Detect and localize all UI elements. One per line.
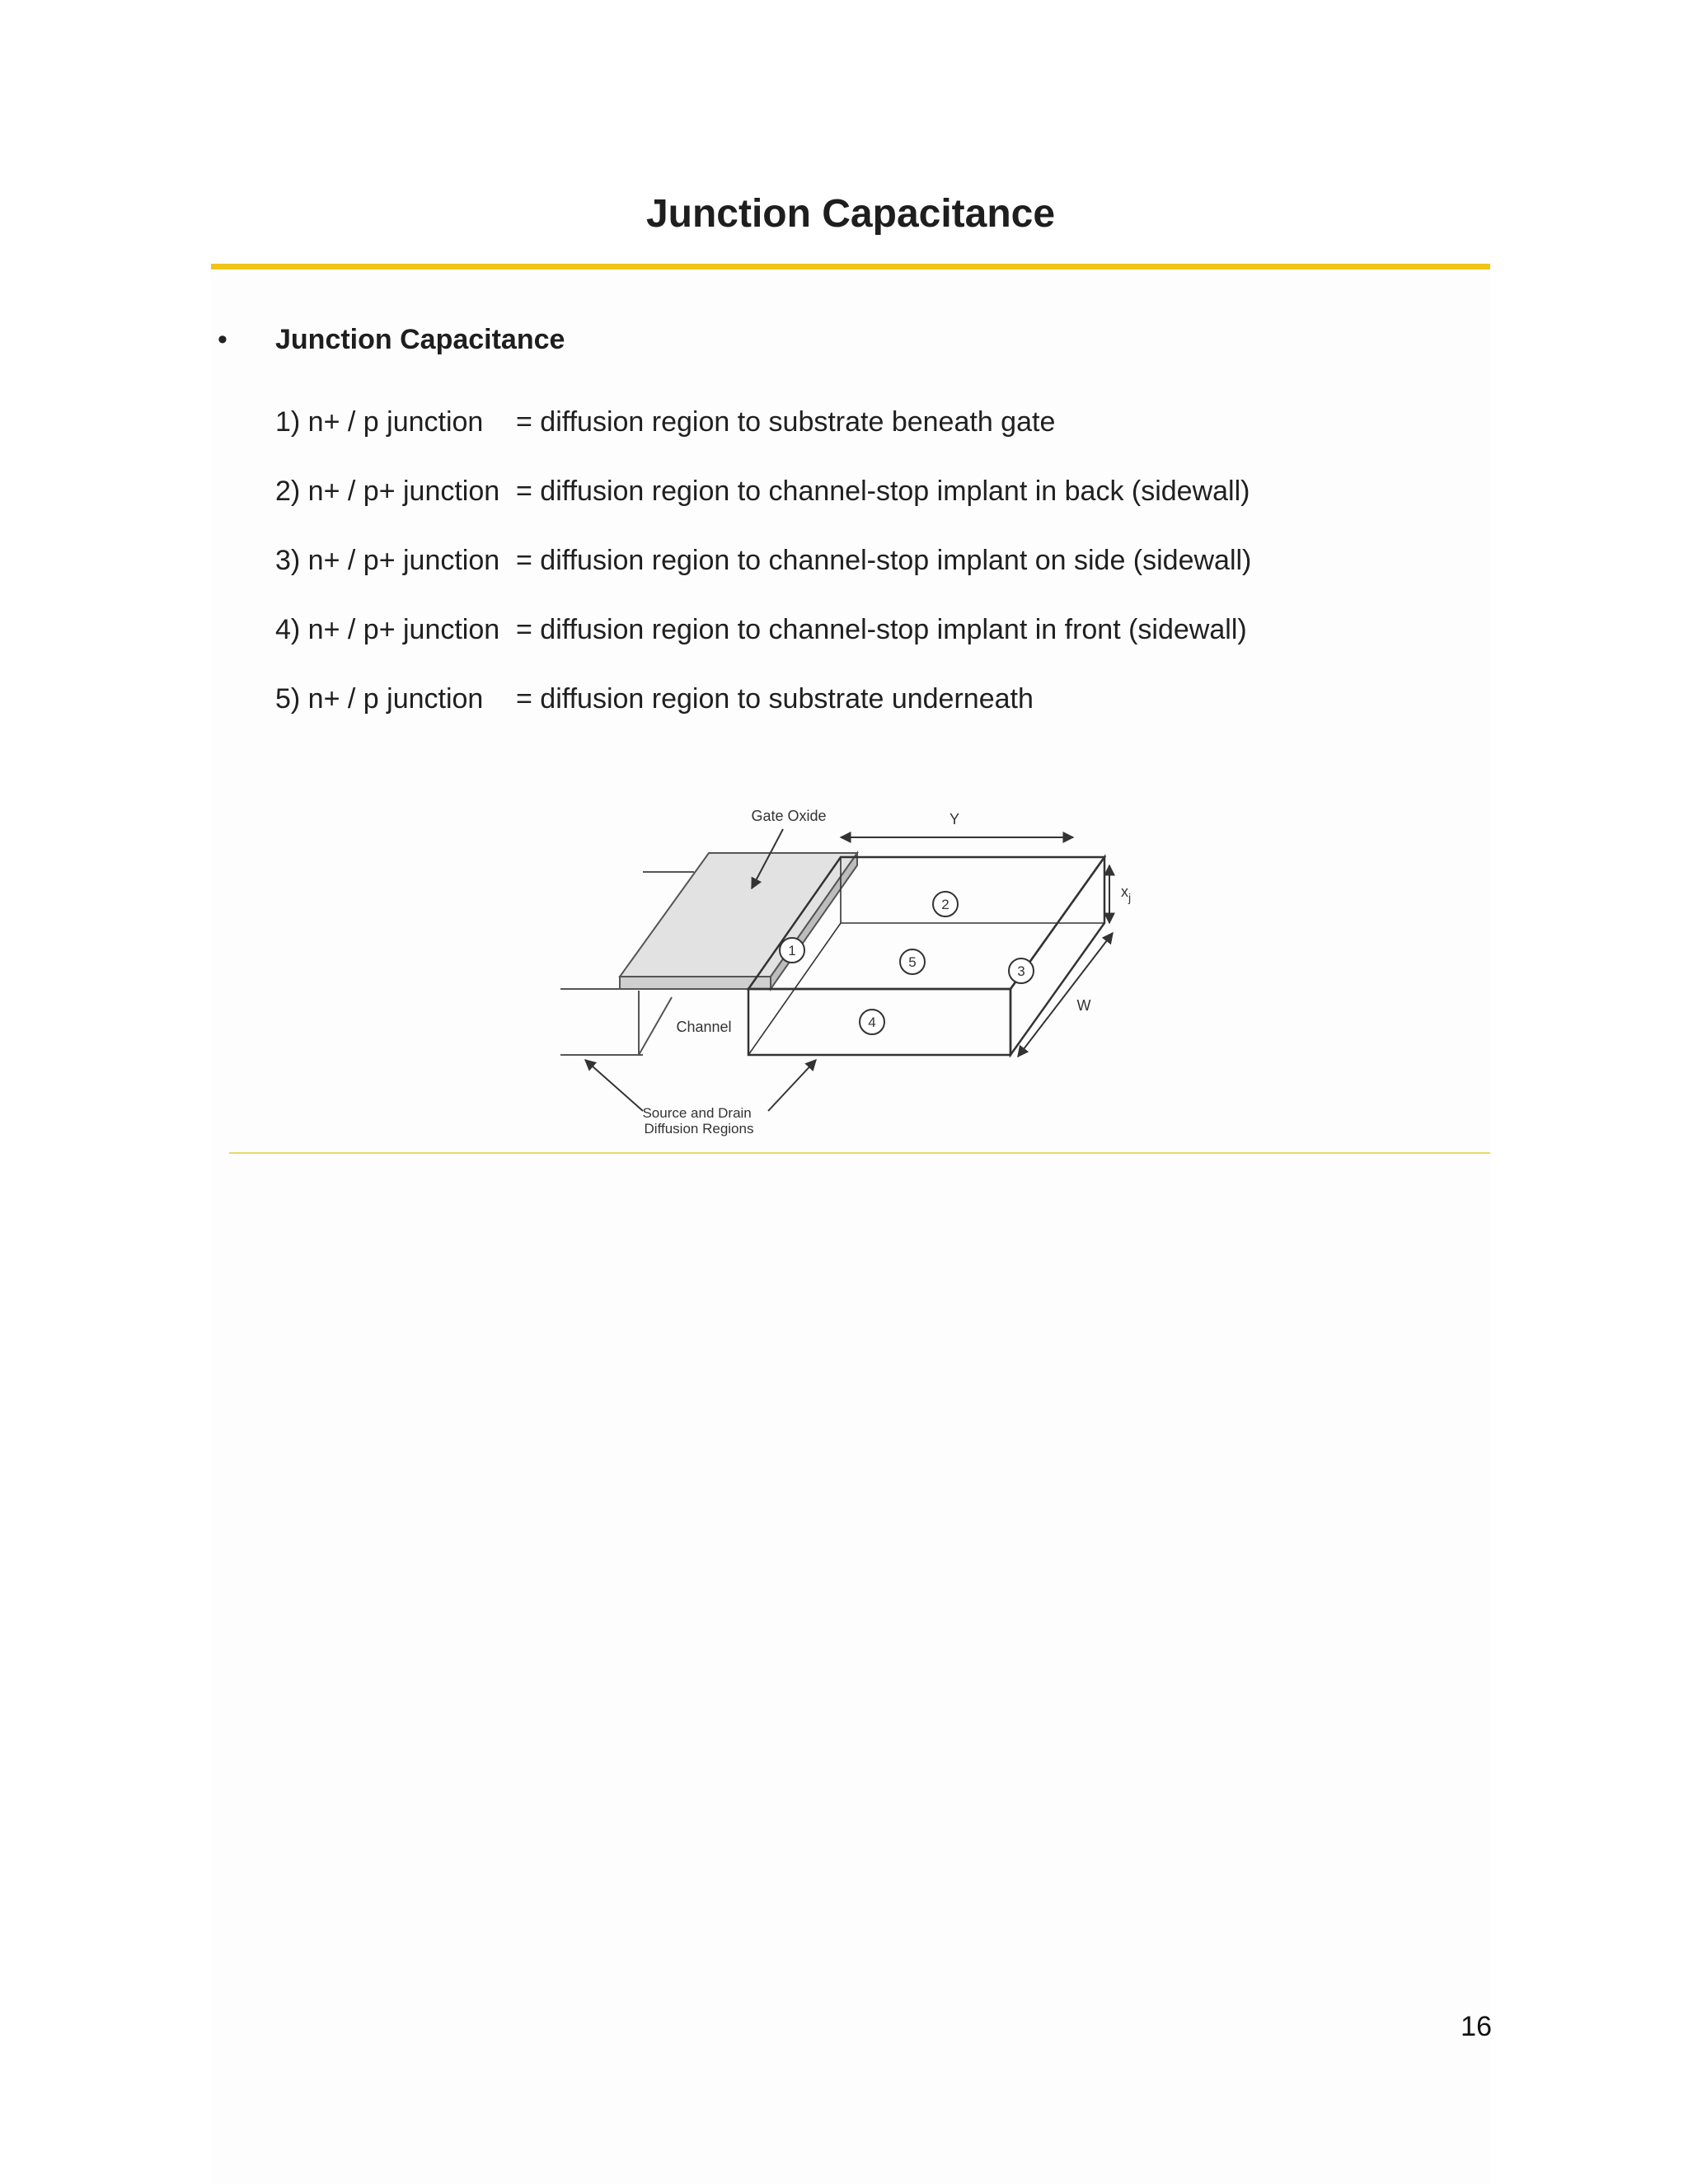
- region-marker-1: [780, 938, 804, 963]
- section-heading: Junction Capacitance: [275, 324, 565, 355]
- junction-type: 4) n+ / p+ junction: [275, 614, 500, 645]
- region-marker-2: [933, 892, 958, 916]
- source-arrow: [585, 1060, 643, 1111]
- junction-item-3: [275, 540, 1251, 609]
- bottom-rule: [229, 1152, 1490, 1154]
- w-dimension-label: W: [1076, 997, 1091, 1014]
- slide-title: Junction Capacitance: [645, 192, 1056, 236]
- junction-type: 1) n+ / p junction: [275, 406, 484, 438]
- junction-description: = diffusion region to substrate beneath gate: [516, 406, 1056, 438]
- xj-dimension-label: $x_j$: [1121, 883, 1132, 904]
- junction-type: 3) n+ / p+ junction: [275, 545, 500, 576]
- page-number: 16: [1461, 2011, 1492, 2042]
- svg-text:4: 4: [868, 1015, 876, 1030]
- junction-item-4: [275, 609, 1251, 678]
- junction-description: = diffusion region to channel-stop implant on side (sidewall): [516, 545, 1252, 576]
- mosfet-junction-diagram: [544, 799, 1162, 1146]
- region-marker-4: [860, 1010, 884, 1034]
- junction-type: 2) n+ / p+ junction: [275, 476, 500, 507]
- gate-oxide-label: Gate Oxide: [751, 808, 827, 824]
- source-drain-label: Source and Drain Diffusion Regions: [642, 1105, 754, 1137]
- junction-type: 5) n+ / p junction: [275, 683, 484, 715]
- junction-item-1: [275, 401, 1251, 471]
- bullet-marker: •: [218, 324, 227, 355]
- gate-oxide-slab: [620, 853, 857, 989]
- svg-text:2: 2: [941, 897, 950, 912]
- svg-text:5: 5: [908, 954, 917, 970]
- junction-item-2: [275, 471, 1251, 540]
- y-dimension-label: Y: [949, 811, 960, 827]
- region-marker-5: [900, 949, 925, 974]
- title-rule: [211, 264, 1490, 269]
- junction-description: = diffusion region to channel-stop implant in front (sidewall): [516, 614, 1247, 645]
- svg-text:3: 3: [1017, 963, 1025, 979]
- channel-label: Channel: [676, 1019, 732, 1035]
- junction-description: = diffusion region to substrate underneath: [516, 683, 1034, 715]
- region-marker-3: [1009, 958, 1034, 983]
- junction-list: [275, 401, 1251, 748]
- w-dimension-arrow: [1018, 933, 1113, 1057]
- junction-item-5: [275, 678, 1251, 748]
- drain-arrow: [768, 1060, 816, 1111]
- svg-text:1: 1: [788, 943, 796, 958]
- junction-description: = diffusion region to channel-stop implant in back (sidewall): [516, 476, 1250, 507]
